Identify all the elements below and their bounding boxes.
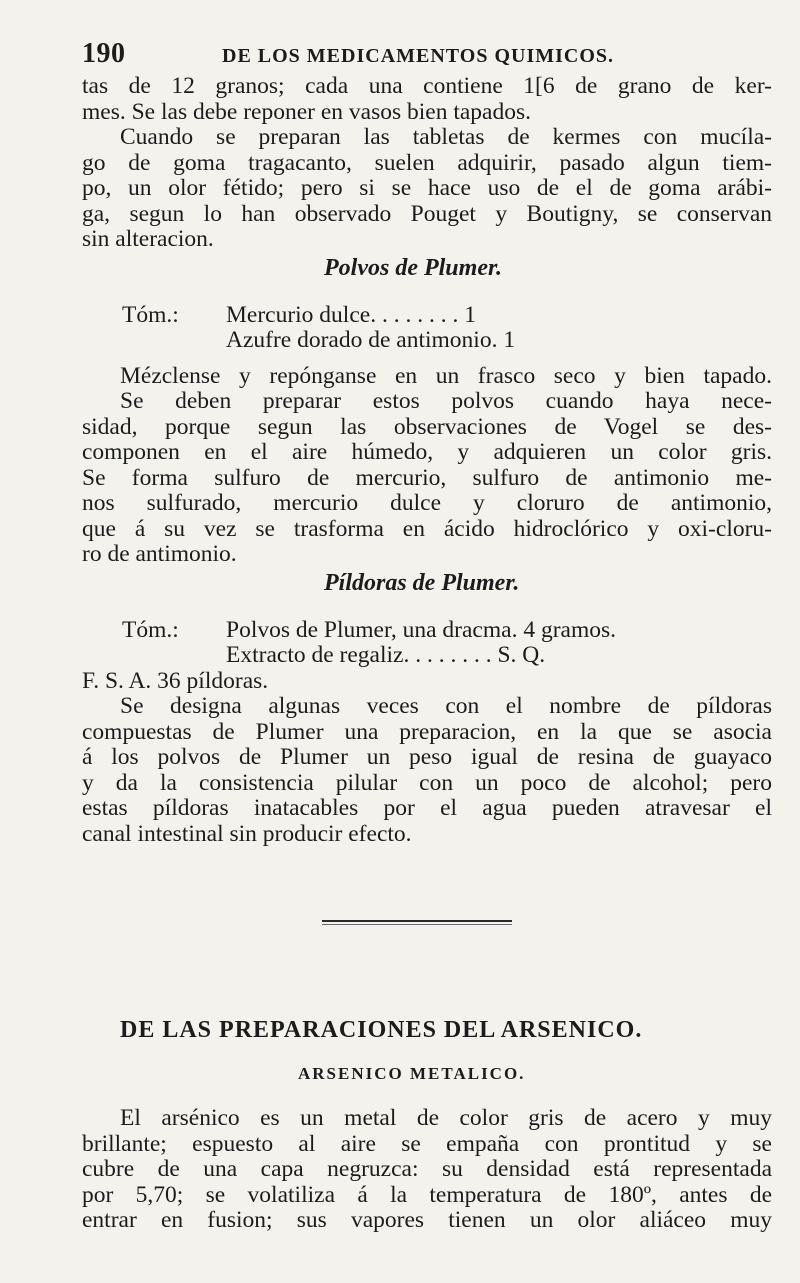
text-line: brillante; espuesto al aire se empaña con prontitud y se [82,1130,772,1157]
recipe-lead: Tóm.: [122,616,179,643]
text-line: canal intestinal sin producir efecto. [82,820,412,847]
recipe-ingredient: Polvos de Plumer, una dracma. 4 gramos. [226,616,616,643]
text-line: Se forma sulfuro de mercurio, sulfuro de antimonio me- [82,464,772,491]
recipe-row [82,303,772,329]
recipe-row [82,643,772,669]
recipe-row [82,618,772,644]
text-line: mes. Se las debe reponer en vasos bien tapados. [82,98,531,125]
paragraph-mezclense [82,364,772,568]
recipe-ingredient: Mercurio dulce. . . . . . . . 1 [226,301,476,328]
page-header [82,38,772,74]
text-line: cubre de una capa negruzca: su densidad está representada [82,1156,772,1182]
text-line: componen en el aire húmedo, y adquieren un color gris. [82,439,772,465]
text-line: sin alteracion. [82,226,214,252]
sub-title: ARSENICO METALICO. [298,1064,526,1083]
recipe-polvos [82,303,772,354]
text-line: go de goma tragacanto, suelen adquirir, pasado algun tiem- [82,149,772,176]
recipe-row [82,328,772,354]
book-page [82,38,772,1234]
text-line: Mézclense y repónganse en un frasco seco y bien tapado. [120,362,772,389]
paragraph-designa [82,694,772,847]
recipe-title-polvos: Polvos de Plumer. [324,254,502,281]
text-line: compuestas de Plumer una preparacion, en la que se asocia [82,718,772,745]
section-title: DE LAS PREPARACIONES DEL ARSENICO. [120,1017,643,1043]
text-line: El arsénico es un metal de color gris de acero y muy [120,1105,772,1131]
paragraph-tabletas [82,74,772,125]
running-head: DE LOS MEDICAMENTOS QUIMICOS. [222,45,615,67]
text-line: por 5,70; se volatiliza á la temperatura de 180º, antes de [82,1181,772,1208]
text-line: entrar en fusion; sus vapores tienen un olor aliáceo muy [82,1207,772,1233]
text-line: po, un olor fétido; pero si se hace uso de el de goma arábi- [82,175,772,201]
paragraph-arsenico [82,1106,772,1234]
recipe-title-pildoras: Píldoras de Plumer. [324,569,520,596]
recipe-pildoras [82,618,772,695]
text-line: ro de antimonio. [82,541,237,567]
text-line: nos sulfurado, mercurio dulce y cloruro de antimonio, [82,490,772,516]
text-line: y da la consistencia pilular con un poco de alcohol; pero [82,769,772,796]
text-line: tas de 12 granos; cada una contiene 1[6 de grano de ker- [82,73,772,99]
recipe-ingredient: Azufre dorado de antimonio. 1 [226,327,516,353]
paragraph-mucilago [82,125,772,253]
recipe-footer: F. S. A. 36 píldoras. [82,667,269,694]
section-divider [322,920,512,925]
text-line: estas píldoras inatacables por el agua pueden atravesar el [82,795,772,821]
text-line: á los polvos de Plumer un peso igual de resina de guayaco [82,744,772,770]
text-line: que á su vez se trasforma en ácido hidroclórico y oxi-cloru- [82,515,772,542]
text-line: Se deben preparar estos polvos cuando haya nece- [120,388,772,414]
recipe-lead: Tóm.: [122,301,179,328]
text-line: Se designa algunas veces con el nombre de píldoras [120,693,772,719]
page-number: 190 [82,38,126,69]
text-line: ga, segun lo han observado Pouget y Boutigny, se conservan [82,200,772,227]
text-line: sidad, porque segun las observaciones de Vogel se des- [82,413,772,440]
recipe-ingredient: Extracto de regaliz. . . . . . . . S. Q. [226,642,546,668]
text-line: Cuando se preparan las tabletas de kermes con mucíla- [120,124,772,150]
